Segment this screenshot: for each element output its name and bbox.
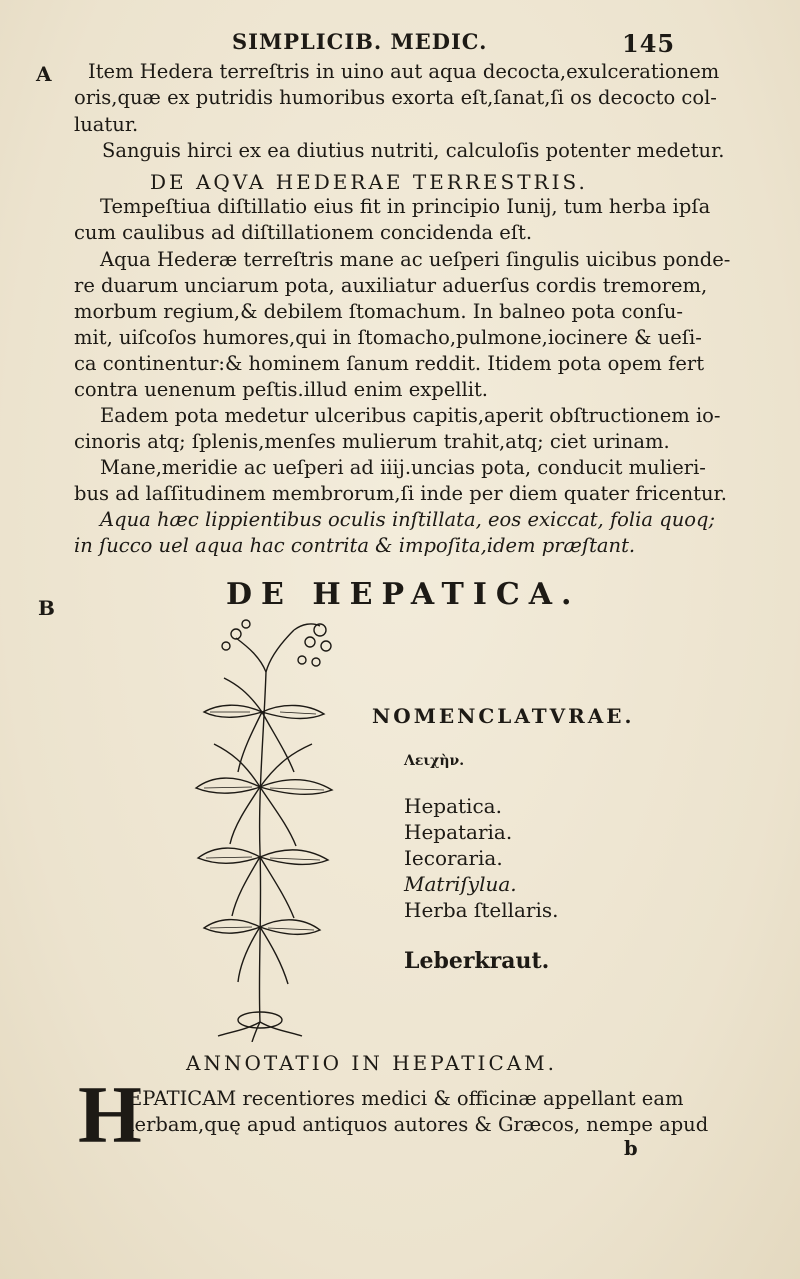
- text-line: herbam,quę apud antiquos autores & Græcos, nempe apud: [122, 1113, 709, 1136]
- text-line: Sanguis hirci ex ea diutius nutriti, calculoſis potenter medetur.: [102, 139, 725, 162]
- text-line: in ſucco uel aqua hac contrita & impoſita,idem præſtant.: [74, 534, 636, 557]
- drop-cap-initial: H: [78, 1069, 142, 1160]
- text-line: cinoris atq; ſplenis,menſes mulierum trahit,atq; ciet urinam.: [74, 430, 670, 453]
- hepatica-woodcut-illustration: [190, 612, 350, 1042]
- text-line: EPATICAM recentiores medici & officinæ appellant eam: [128, 1087, 684, 1110]
- text-line: bus ad laſſitudinem membrorum,ſi inde per diem quater fricentur.: [74, 482, 727, 505]
- catchword: b: [624, 1137, 638, 1160]
- german-name: Leberkraut.: [404, 948, 550, 974]
- latin-name: Hepatica.: [404, 794, 502, 818]
- latin-name: Hepataria.: [404, 820, 513, 844]
- text-line: Item Hedera terreſtris in uino aut aqua decocta,exulcerationem: [88, 60, 720, 83]
- text-line: ca continentur:& hominem ſanum reddit. Itidem pota opem fert: [74, 352, 705, 375]
- greek-name: Λειχὴν.: [404, 753, 465, 769]
- text-line: Tempeſtiua diſtillatio eius fit in principio Iunij, tum herba ipſa: [100, 195, 711, 218]
- text-line: Eadem pota medetur ulceribus capitis,aperit obſtructionem io-: [100, 404, 721, 427]
- nomenclature-title: NOMENCLATVRAE.: [372, 704, 635, 728]
- text-line: oris,quæ ex putridis humoribus exorta eſt,ſanat,ſi os decocto col-: [74, 86, 717, 109]
- text-line: Mane,meridie ac ueſperi ad iiij.uncias pota, conducit mulieri-: [100, 456, 706, 479]
- margin-letter-b: B: [38, 596, 55, 620]
- text-line: contra uenenum peſtis.illud enim expellit.: [74, 378, 489, 401]
- text-line: re duarum unciarum pota, auxiliatur aduerſus cordis tremorem,: [74, 274, 708, 297]
- section-heading-hepatica: DE HEPATICA.: [226, 577, 581, 612]
- margin-letter-a: A: [36, 62, 52, 86]
- page-number: 145: [622, 29, 676, 58]
- text-line: Aqua hæc lippientibus oculis inſtillata, eos exiccat, folia quoq;: [100, 508, 716, 531]
- text-line: mit, uiſcoſos humores,qui in ſtomacho,pulmone,iocinere & ueſi-: [74, 326, 702, 349]
- annotation-heading: ANNOTATIO IN HEPATICAM.: [186, 1051, 558, 1075]
- section-heading: DE AQVA HEDERAE TERRESTRIS.: [150, 170, 588, 194]
- text-line: morbum regium,& debilem ſtomachum. In balneo pota conſu-: [74, 300, 684, 323]
- latin-name: Iecoraria.: [404, 846, 503, 870]
- text-line: cum caulibus ad diſtillationem concidenda eſt.: [74, 221, 533, 244]
- text-line: luatur.: [74, 113, 139, 136]
- latin-name: Herba ſtellaris.: [404, 898, 559, 922]
- latin-name: Matriſylua.: [404, 872, 517, 896]
- running-title: SIMPLICIB. MEDIC.: [232, 29, 488, 54]
- text-line: Aqua Hederæ terreſtris mane ac ueſperi ſingulis uicibus ponde-: [100, 248, 731, 271]
